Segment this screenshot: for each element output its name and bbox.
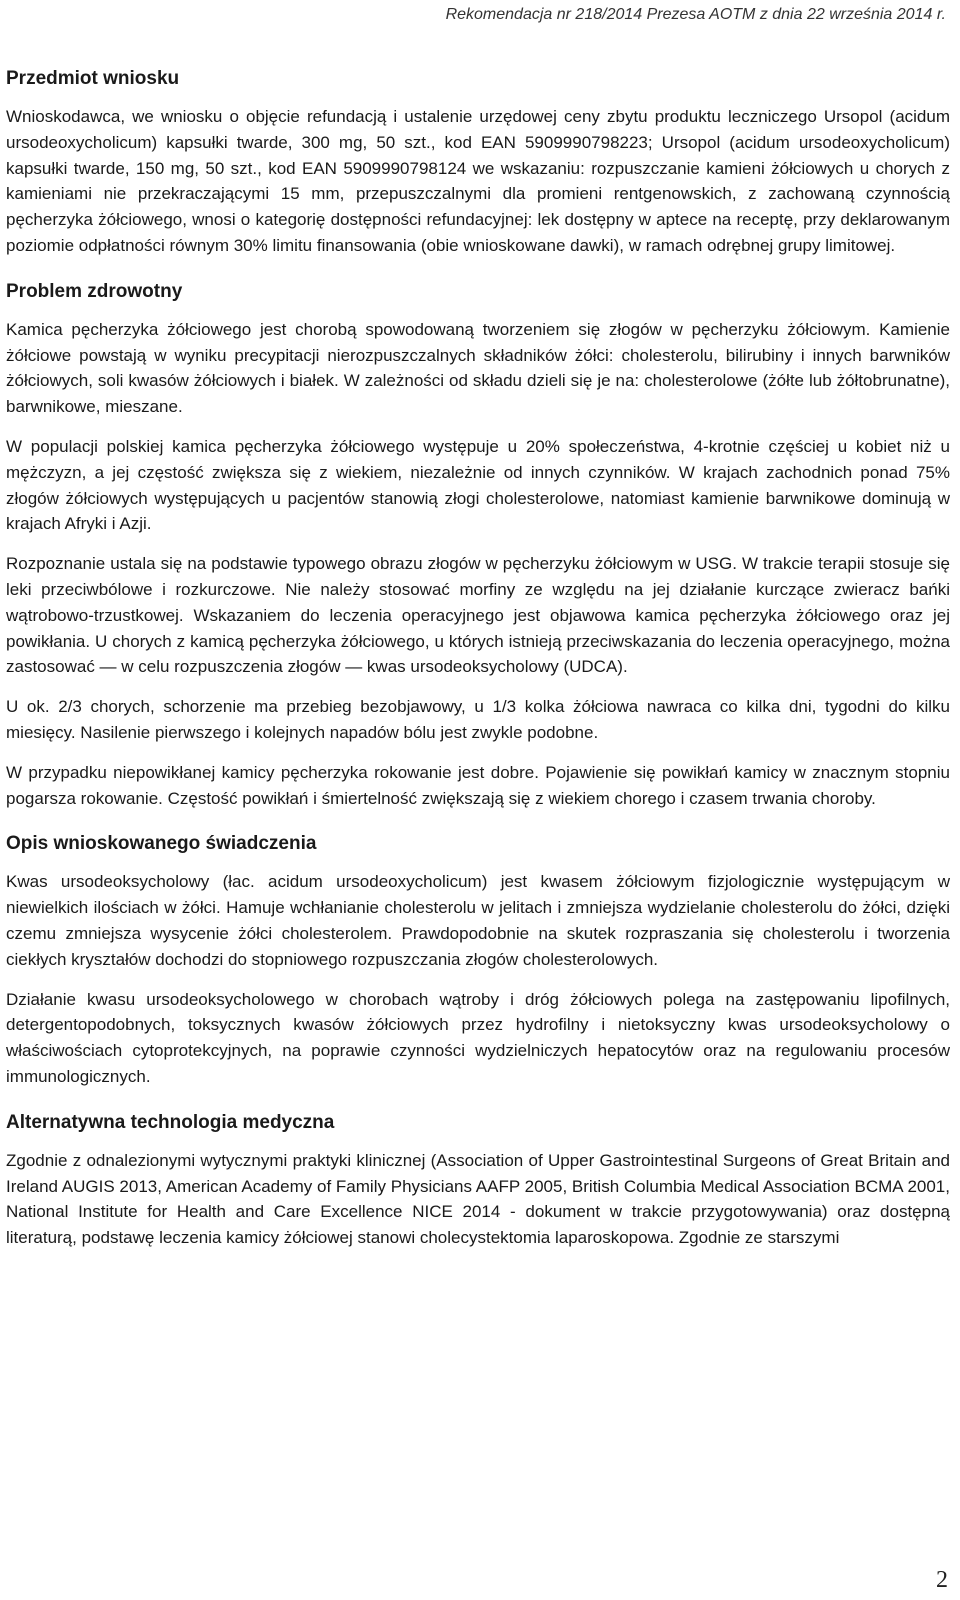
paragraph: W przypadku niepowikłanej kamicy pęcherzyka rokowanie jest dobre. Pojawienie się powikłań kamicy w znacznym stopniu pogarsza rokowanie. Częstość powikłań i śmiertelność zwiększają się z wiekiem chorego i czasem trwania choroby. bbox=[6, 762, 950, 808]
section-problem-zdrowotny bbox=[6, 279, 950, 812]
paragraph: Zgodnie z odnalezionymi wytycznymi praktyki klinicznej (Association of Upper Gastrointestinal Surgeons of Great Britain and Ireland AUGIS 2013, American Academy of Family Physicians AAFP 2005, British Columbia Medical Association BCMA 2001, National Institute for Health and Care Excellence NICE 2014 - dokument w trakcie przygotowywania) oraz dostępną literaturą, podstawę leczenia kamicy żółciowej stanowi cholecystektomia laparoskopowa. Zgodnie ze starszymi bbox=[6, 1150, 950, 1248]
section-title: Problem zdrowotny bbox=[6, 280, 183, 302]
page-number: 2 bbox=[936, 1567, 948, 1593]
running-header: Rekomendacja nr 218/2014 Prezesa AOTM z dnia 22 września 2014 r. bbox=[445, 6, 946, 23]
section-alternatywna-technologia bbox=[6, 1110, 950, 1251]
document-body bbox=[6, 66, 950, 1271]
paragraph: Działanie kwasu ursodeoksycholowego w chorobach wątroby i dróg żółciowych polega na zastępowaniu lipofilnych, detergentopodobnych, toksycznych kwasów żółciowych przez hydrofilny i nietoksyczny kwas ursodeoksycholowy o właściwościach cytoprotekcyjnych, na poprawie czynności wydzielniczych hepatocytów oraz na regulowaniu procesów immunologicznych. bbox=[6, 989, 950, 1086]
section-przedmiot-wniosku bbox=[6, 66, 950, 259]
paragraph: Rozpoznanie ustala się na podstawie typowego obrazu złogów w pęcherzyku żółciowym w USG. W trakcie terapii stosuje się leki przeciwbólowe i rozkurczowe. Nie należy stosować morfiny ze względu na jej działanie kurczące zwieracz bańki wątrobowo-trzustkowej. Wskazaniem do leczenia operacyjnego jest objawowa kamica pęcherzyka żółciowego oraz jej powikłania. U chorych z kamicą pęcherzyka żółciowego, u których istnieją przeciwskazania do leczenia operacyjnego, można zastosować — w celu rozpuszczenia złogów — kwas ursodeoksycholowy (UDCA). bbox=[6, 554, 950, 677]
section-title: Opis wnioskowanego świadczenia bbox=[6, 833, 317, 855]
paragraph: W populacji polskiej kamica pęcherzyka żółciowego występuje u 20% społeczeństwa, 4-krotnie częściej u kobiet niż u mężczyzn, a jej częstość zwiększa się z wiekiem, niezależnie od innych czynników. W krajach zachodnich ponad 75% złogów żółciowych występujących u pacjentów stanowią złogi cholesterolowe, natomiast kamienie barwnikowe dominują w krajach Afryki i Azji. bbox=[6, 436, 950, 534]
paragraph: Kwas ursodeoksycholowy (łac. acidum ursodeoxycholicum) jest kwasem żółciowym fizjologicznie występującym w niewielkich ilościach w żółci. Hamuje wchłanianie cholesterolu w jelitach i zmniejsza wydzielanie cholesterolu do żółci, dzięki czemu zmniejsza wysycenie żółci cholesterolem. Prawdopodobnie na skutek rozpraszania się cholesterolu i tworzenia ciekłych kryształów dochodzi do stopniowego rozpuszczania złogów cholesterolowych. bbox=[6, 872, 950, 969]
paragraph: Kamica pęcherzyka żółciowego jest chorobą spowodowaną tworzeniem się złogów w pęcherzyku żółciowym. Kamienie żółciowe powstają w wyniku precypitacji nierozpuszczalnych składników żółci: cholesterolu, bilirubiny i innych barwników żółciowych, soli kwasów żółciowych i białek. W zależności od składu dzieli się je na: cholesterolowe (żółte lub żółtobrunatne), barwnikowe, mieszane. bbox=[6, 319, 950, 417]
paragraph: U ok. 2/3 chorych, schorzenie ma przebieg bezobjawowy, u 1/3 kolka żółciowa nawraca co kilka dni, tygodni do kilku miesięcy. Nasilenie pierwszego i kolejnych napadów bólu jest zwykle podobne. bbox=[6, 697, 950, 742]
paragraph: Wnioskodawca, we wniosku o objęcie refundacją i ustalenie urzędowej ceny zbytu produktu leczniczego Ursopol (acidum ursodeoxycholicum) kapsułki twarde, 300 mg, 50 szt., kod EAN 5909990798223; Ursopol (acidum ursodeoxycholicum) kapsułki twarde, 150 mg, 50 szt., kod EAN 5909990798124 we wskazaniu: rozpuszczanie kamieni żółciowych u chorych z kamieniami nie przekraczającymi 15 mm, przepuszczalnymi dla promieni rentgenowskich, z zachowaną czynnością pęcherzyka żółciowego, wnosi o kategorię dostępności refundacyjnej: lek dostępny w aptece na receptę, przy deklarowanym poziomie odpłatności równym 30% limitu finansowania (obie wnioskowane dawki), w ramach odrębnej grupy limitowej. bbox=[6, 107, 950, 255]
section-title: Przedmiot wniosku bbox=[6, 68, 180, 89]
section-title: Alternatywna technologia medyczna bbox=[6, 1111, 335, 1133]
section-opis-swiadczenia bbox=[6, 831, 950, 1089]
